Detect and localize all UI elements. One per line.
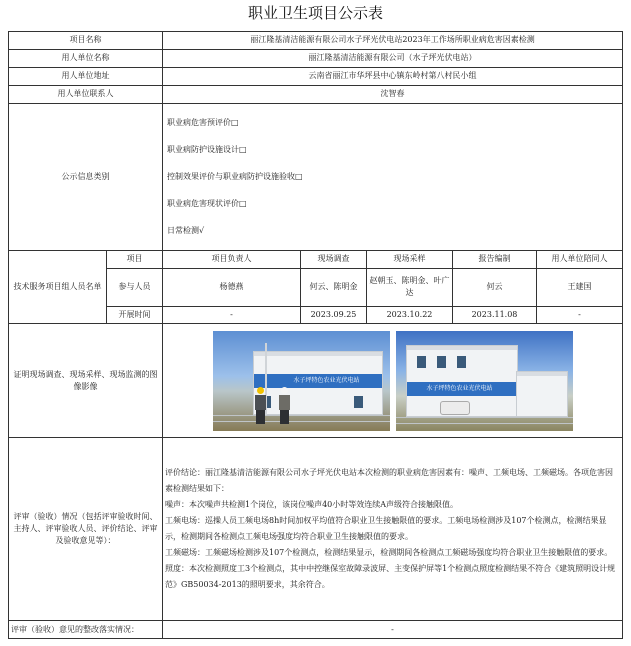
evidence-photos	[163, 324, 623, 438]
participants-escort: 王建国	[537, 268, 623, 306]
project-name-value: 丽江隆基清洁能源有限公司水子坪光伏电站2023年工作场所职业病危害因素检测	[163, 32, 623, 50]
worker-figure	[279, 387, 290, 425]
review-conclusion: 评价结论：丽江隆基清洁能源有限公司水子坪光伏电站本次检测的职业病危害因素有：噪声、工频电场、工频磁场。各项危害因素检测结果如下：	[165, 468, 613, 493]
participants-label: 参与人员	[107, 268, 163, 306]
personnel-header-survey: 现场调查	[301, 250, 367, 268]
disclosure-options	[163, 103, 623, 250]
review-label: 评审（验收）情况（包括评审验收时间、主持人、评审验收人员、评价结论、评审及验收意见等）：	[9, 437, 163, 620]
participants-survey: 何云、陈明金	[301, 268, 367, 306]
opinion-label: 评审（验收）意见的整改落实情况：	[9, 621, 163, 639]
option-facility-design: 职业病防护设施设计□	[167, 145, 247, 155]
evidence-label: 证明现场调查、现场采样、现场监测的图像影像	[9, 324, 163, 438]
employer-name-label: 用人单位名称	[9, 49, 163, 67]
participants-sampling: 赵朝玉、陈明金、叶广达	[367, 268, 453, 306]
review-illuminance: 照度：本次检测照度工3个检测点，其中中控继保室故障录波屏、主变保护屏等1个检测点照度检测结果不符合《建筑照明设计规范》GB50034-2013的照明要求，其余符合。	[165, 564, 616, 589]
date-survey: 2023.09.25	[301, 306, 367, 324]
date-report: 2023.11.08	[453, 306, 537, 324]
personnel-header-sampling: 现场采样	[367, 250, 453, 268]
project-name-label: 项目名称	[9, 32, 163, 50]
review-electric-field: 工频电场：巡操人员工频电场8h时间加权平均值符合职业卫生接触限值的要求。工频电场检测涉及107个检测点，检测结果显示，检测期间各检测点工频电场强度均符合职业卫生接触限值的要求。	[165, 516, 607, 541]
review-content	[163, 437, 623, 620]
personnel-label: 技术服务项目组人员名单	[9, 250, 107, 324]
employer-address-label: 用人单位地址	[9, 67, 163, 85]
dates-label: 开展时间	[107, 306, 163, 324]
personnel-header-escort: 用人单位陪同人	[537, 250, 623, 268]
participants-lead: 杨德燕	[163, 268, 301, 306]
disclosure-table	[8, 31, 623, 639]
review-noise: 噪声：本次噪声共检测1个岗位，该岗位噪声40小时等效连续A声级符合接触限值。	[165, 500, 459, 509]
date-sampling: 2023.10.22	[367, 306, 453, 324]
personnel-header-item: 项目	[107, 250, 163, 268]
option-status-assessment: 职业病危害现状评价□	[167, 199, 247, 209]
site-photo-staff	[213, 331, 390, 431]
personnel-header-report: 报告编制	[453, 250, 537, 268]
employer-address-value: 云南省丽江市华坪县中心镇东岭村第八村民小组	[163, 67, 623, 85]
employer-contact-label: 用人单位联系人	[9, 85, 163, 103]
page-title: 职业卫生项目公示表	[247, 4, 383, 22]
photo2-sign-text: 水子坪特色农业光伏电站	[426, 384, 493, 392]
disclosure-category-label: 公示信息类别	[9, 103, 163, 250]
photo1-sign-text: 水子坪特色农业光伏电站	[293, 376, 360, 384]
worker-figure	[255, 387, 266, 425]
review-magnetic-field: 工频磁场：工频磁场检测涉及107个检测点，检测结果显示，检测期间各检测点工频磁场强度均符合职业卫生接触限值的要求。	[165, 548, 613, 557]
date-escort: -	[537, 306, 623, 324]
option-routine-testing: 日常检测√	[167, 226, 205, 236]
employer-name-value: 丽江隆基清洁能源有限公司（水子坪光伏电站）	[163, 49, 623, 67]
employer-contact-value: 沈智春	[163, 85, 623, 103]
participants-report: 何云	[453, 268, 537, 306]
site-photo-building	[396, 331, 573, 431]
option-pre-assessment: 职业病危害预评价□	[167, 118, 239, 128]
personnel-header-lead: 项目负责人	[163, 250, 301, 268]
opinion-value: -	[163, 621, 623, 639]
option-control-effect: 控制效果评价与职业病防护设施验收□	[167, 172, 303, 182]
date-lead: -	[163, 306, 301, 324]
